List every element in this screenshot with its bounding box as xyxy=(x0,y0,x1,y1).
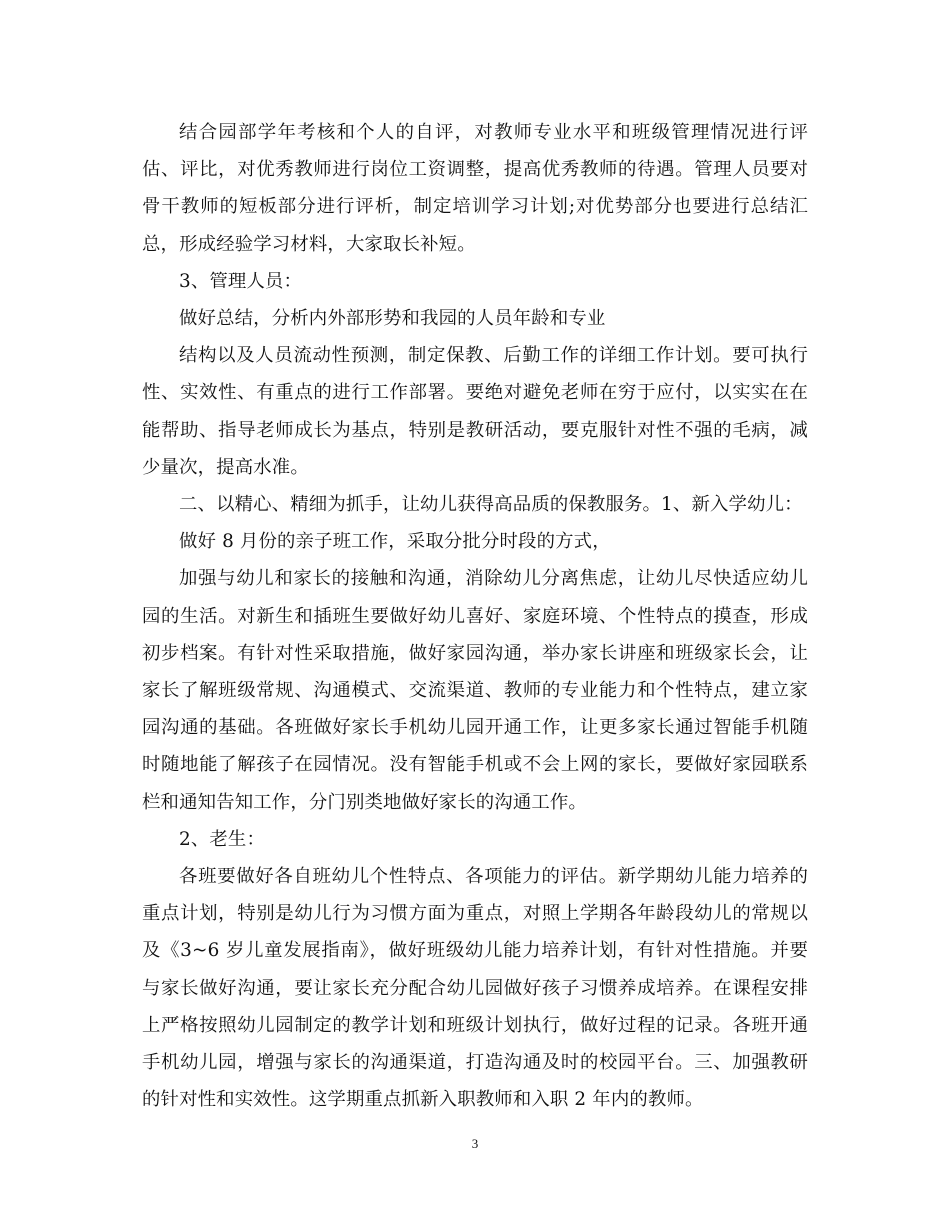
paragraph-ability-assessment: 各班要做好各自班幼儿个性特点、各项能力的评估。新学期幼儿能力培养的重点计划，特别是幼儿行为习惯方面为重点，对照上学期各年龄段幼儿的常规以及《3~6 岁儿童发展指南》，做好班级幼儿能力培养计划，有针对性措施。并要与家长做好沟通，要让家长充分配合幼儿园做好孩子习惯养成培养。在课程安排上严格按照幼儿园制定的教学计划和班级计划执行，做好过程的记录。各班开通手机幼儿园，增强与家长的沟通渠道，打造沟通及时的校园平台。三、加强教研的针对性和实效性。这学期重点抓新入职教师和入职 2 年内的教师。 xyxy=(142,866,808,1111)
paragraph-work-plan: 结构以及人员流动性预测，制定保教、后勤工作的详细工作计划。要可执行性、实效性、有重点的进行工作部署。要绝对避免老师在穷于应付，以实实在在能帮助、指导老师成长为基点，特别是教研活动，要克服针对性不强的毛病，减少量次，提高水准。 xyxy=(142,345,808,478)
heading-quality-care-new-children: 二、以精心、精细为抓手，让幼儿获得高品质的保教服务。1、新入学幼儿： xyxy=(179,494,803,516)
document-body xyxy=(142,114,808,1118)
page-number: 3 xyxy=(471,1136,479,1151)
heading-management-staff: 3、管理人员： xyxy=(179,270,303,292)
paragraph-summary-analysis: 做好总结，分析内外部形势和我园的人员年龄和专业 xyxy=(179,308,606,330)
paragraph-parent-child-class: 做好 8 月份的亲子班工作，采取分批分时段的方式， xyxy=(179,531,611,553)
heading-returning-children: 2、老生： xyxy=(179,828,266,850)
paragraph-teacher-evaluation: 结合园部学年考核和个人的自评，对教师专业水平和班级管理情况进行评估、评比，对优秀教师进行岗位工资调整，提高优秀教师的待遇。管理人员要对骨干教师的短板部分进行评析，制定培训学习计划;对优势部分也要进行总结汇总，形成经验学习材料，大家取长补短。 xyxy=(142,122,808,255)
paragraph-parent-communication: 加强与幼儿和家长的接触和沟通，消除幼儿分离焦虑，让幼儿尽快适应幼儿园的生活。对新生和插班生要做好幼儿喜好、家庭环境、个性特点的摸查，形成初步档案。有针对性采取措施，做好家园沟通，举办家长讲座和班级家长会，让家长了解班级常规、沟通模式、交流渠道、教师的专业能力和个性特点，建立家园沟通的基础。各班做好家长手机幼儿园开通工作，让更多家长通过智能手机随时随地能了解孩子在园情况。没有智能手机或不会上网的家长，要做好家园联系栏和通知告知工作，分门别类地做好家长的沟通工作。 xyxy=(142,568,808,813)
